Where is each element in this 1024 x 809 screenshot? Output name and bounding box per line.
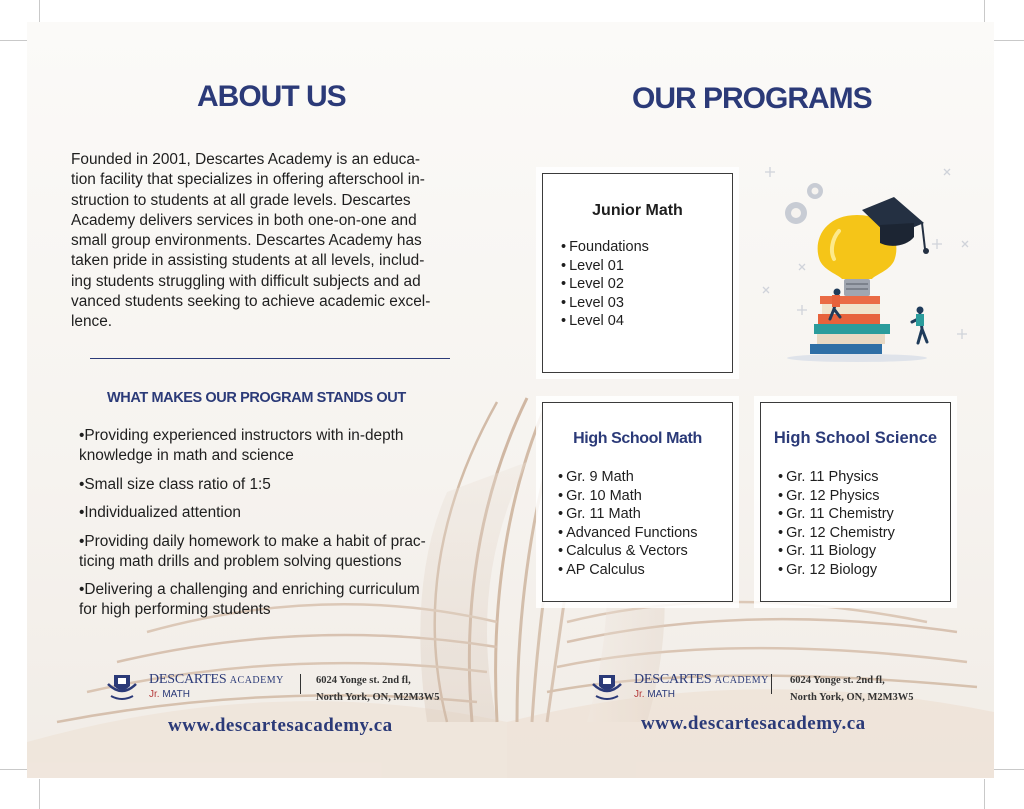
address: 6024 Yonge st. 2nd fl, North York, ON, M2M3W5 — [790, 675, 914, 703]
brand-sub-prefix: Jr. — [149, 689, 160, 700]
academy-crest-icon — [589, 672, 625, 702]
footer-divider — [300, 674, 301, 694]
list-item: • Level 03 — [561, 294, 649, 313]
card-list — [778, 468, 895, 580]
feature-item: •Providing experienced instructors with in-depth knowledge in math and science — [79, 427, 404, 464]
high-school-math-card — [542, 402, 733, 602]
list-item: • Foundations — [561, 238, 649, 257]
list-item: • Advanced Functions — [558, 524, 697, 543]
brand-main: DESCARTES — [634, 672, 712, 687]
brochure-page — [27, 22, 994, 778]
crop-mark — [994, 769, 1024, 770]
card-list — [561, 238, 649, 331]
list-item: • Gr. 10 Math — [558, 487, 697, 506]
website-link[interactable]: www.descartesacademy.ca — [641, 713, 866, 734]
footer-divider — [771, 674, 772, 694]
feature-item: •Individualized attention — [79, 504, 241, 521]
feature-item: •Small size class ratio of 1:5 — [79, 475, 271, 493]
crop-mark — [0, 769, 30, 770]
crop-mark — [0, 40, 30, 41]
crop-mark — [994, 40, 1024, 41]
list-item: • Level 02 — [561, 275, 649, 294]
list-item: • Gr. 11 Biology — [778, 542, 895, 561]
footer-logo-left — [104, 672, 464, 712]
brand-name — [149, 672, 284, 688]
list-item: • Level 04 — [561, 312, 649, 331]
lightbulb-books-illustration — [762, 157, 982, 372]
junior-math-card — [542, 173, 733, 373]
card-title: Junior Math — [592, 202, 683, 219]
feature-item: •Providing daily homework to make a habit of prac- ticing math drills and problem solving questions — [79, 532, 426, 570]
crop-mark — [984, 779, 985, 809]
list-item: • Gr. 9 Math — [558, 468, 697, 487]
card-title: High School Science — [773, 429, 938, 447]
brand-sub-suffix: MATH — [162, 689, 190, 700]
card-title: High School Math — [573, 430, 702, 447]
footer-logo-right — [589, 672, 959, 712]
list-item: • Gr. 11 Physics — [778, 468, 895, 487]
list-item: • Level 01 — [561, 257, 649, 276]
brand-sub — [149, 689, 190, 700]
list-item: • AP Calculus — [558, 561, 697, 580]
crop-mark — [39, 779, 40, 809]
brand-secondary: ACADEMY — [714, 675, 769, 686]
brand-main: DESCARTES — [149, 672, 227, 687]
website-link[interactable]: www.descartesacademy.ca — [168, 715, 393, 736]
list-item: • Gr. 11 Math — [558, 505, 697, 524]
list-item: • Gr. 12 Physics — [778, 487, 895, 506]
brand-name — [634, 672, 769, 688]
address: 6024 Yonge st. 2nd fl, North York, ON, M2M3W5 — [316, 675, 440, 703]
list-item: • Gr. 12 Biology — [778, 561, 895, 580]
brand-sub — [634, 689, 675, 700]
section-divider — [90, 358, 450, 359]
about-paragraph: Founded in 2001, Descartes Academy is an educa- tion facility that specializes in offering afterschool in- struction to students at all grade levels. Descartes Academy delivers services in both one-on-one and small group environments. Descartes Academy has taken pride in assisting students at all levels, includ- ing students struggling with difficult subjects and ad vanced students seeking to achieve academic excel- lence. — [71, 151, 431, 331]
card-list — [558, 468, 697, 580]
list-item: • Gr. 11 Chemistry — [778, 505, 895, 524]
brand-sub-suffix: MATH — [647, 689, 675, 700]
features-list — [79, 426, 489, 629]
feature-item: •Delivering a challenging and enriching curriculum for high performing students — [79, 581, 420, 618]
list-item: • Gr. 12 Chemistry — [778, 524, 895, 543]
list-item: • Calculus & Vectors — [558, 542, 697, 561]
standout-title: WHAT MAKES OUR PROGRAM STANDS OUT — [107, 390, 406, 406]
brand-sub-prefix: Jr. — [634, 689, 645, 700]
high-school-science-card — [760, 402, 951, 602]
programs-heading: OUR PROGRAMS — [632, 82, 872, 115]
brand-secondary: ACADEMY — [229, 675, 284, 686]
about-heading: ABOUT US — [197, 80, 346, 113]
academy-crest-icon — [104, 672, 140, 702]
